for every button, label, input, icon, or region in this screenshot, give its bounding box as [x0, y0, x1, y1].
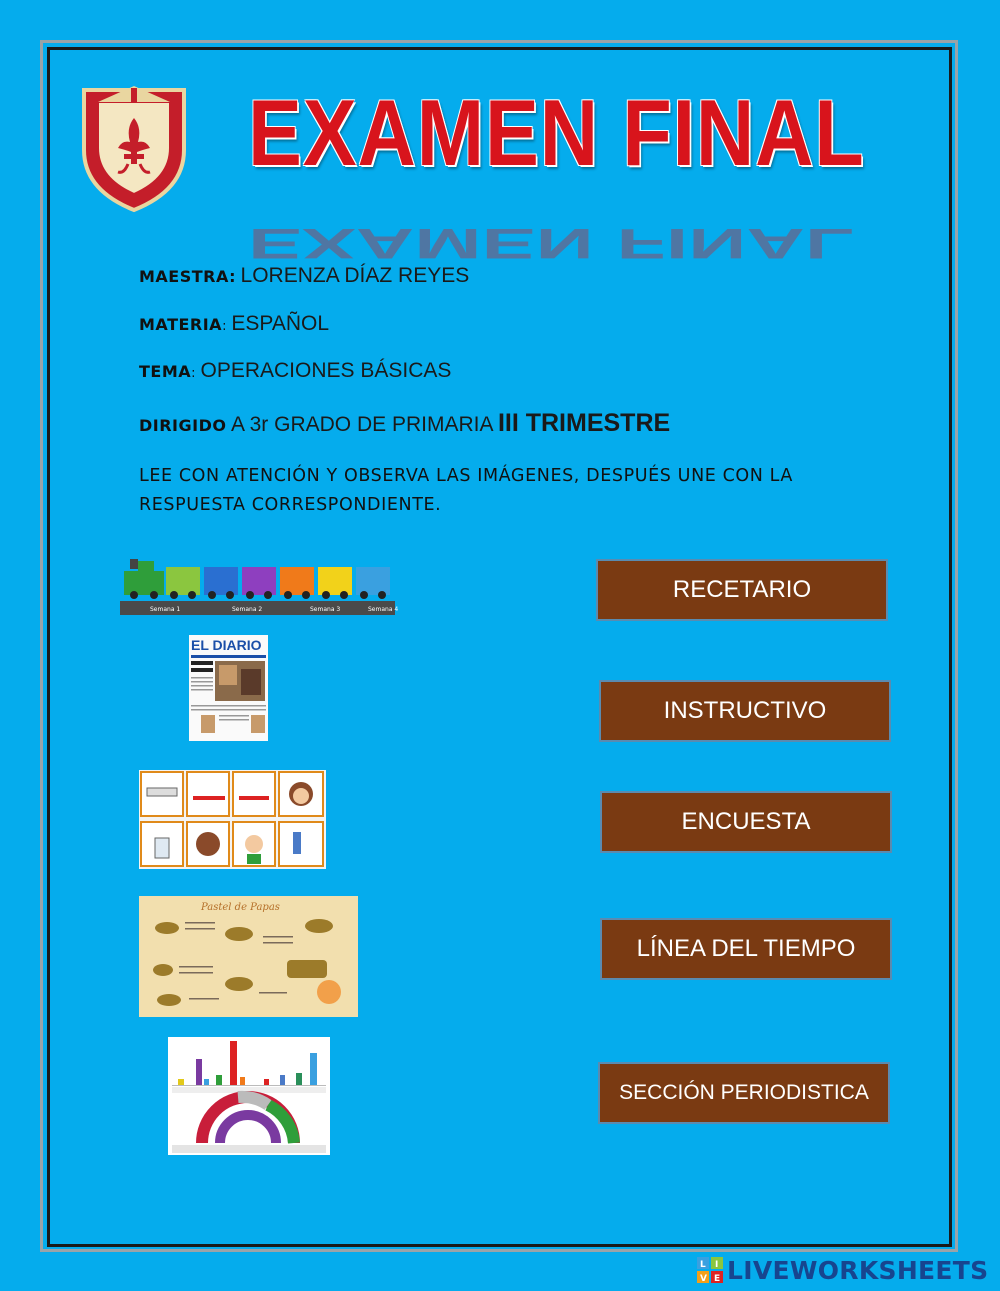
newspaper-image [189, 635, 268, 741]
badge-letter-i: I [715, 1260, 719, 1270]
week-4-label: Semana 4 [368, 606, 399, 613]
answer-box-instructivo[interactable]: INSTRUCTIVO [599, 680, 891, 742]
topic-line [139, 359, 451, 383]
answer-box-recetario[interactable]: RECETARIO [596, 559, 888, 621]
newspaper-drawing [189, 635, 268, 741]
exam-title-reflection: EXAMEN FINAL [248, 219, 855, 268]
liveworksheets-logo [697, 1253, 988, 1287]
week-2-label: Semana 2 [232, 606, 263, 613]
survey-chart-drawing [168, 1037, 330, 1155]
audience-label: DIRIGIDO [139, 416, 227, 435]
train-drawing [120, 557, 399, 619]
answer-box-seccion-periodistica[interactable]: SECCIÓN PERIODISTICA [598, 1062, 890, 1124]
answer-box-encuesta[interactable]: ENCUESTA [600, 791, 892, 853]
pictogram-grid [139, 770, 326, 869]
topic-label: TEMA [139, 362, 192, 381]
survey-chart-image [168, 1037, 330, 1155]
subject-label: MATERIA [139, 315, 223, 334]
week-3-label: Semana 3 [310, 606, 341, 613]
teacher-value: LORENZA DÍAZ REYES [240, 264, 470, 287]
subject-line [139, 312, 329, 336]
badge-letter-l: L [700, 1260, 706, 1270]
term-value: III TRIMESTRE [497, 409, 671, 437]
teacher-label: MAESTRA: [139, 267, 237, 286]
newspaper-name: EL DIARIO [191, 637, 262, 653]
subject-value: ESPAÑOL [231, 312, 330, 335]
answer-box-linea-del-tiempo[interactable]: LÍNEA DEL TIEMPO [600, 918, 892, 980]
liveworksheets-badge-icon [697, 1257, 723, 1283]
teacher-line [139, 264, 469, 288]
badge-letter-e: E [714, 1274, 721, 1284]
recipe-image [139, 896, 358, 1017]
timeline-train-image [120, 557, 399, 619]
instructions-text: LEE CON ATENCIÓN Y OBSERVA LAS IMÁGENES, DESPUÉS UNE CON LA RESPUESTA CORRESPONDIENTE. [139, 466, 793, 515]
exam-title [248, 78, 865, 268]
audience-line [139, 409, 670, 438]
topic-value: OPERACIONES BÁSICAS [200, 359, 452, 382]
subject-sep: : [222, 319, 227, 334]
topic-sep: : [191, 366, 197, 381]
liveworksheets-brand-text: LIVEWORKSHEETS [727, 1255, 989, 1285]
audience-value: A 3r GRADO DE PRIMARIA [230, 413, 494, 436]
recipe-title: Pastel de Papas [201, 902, 280, 913]
exam-title-text: EXAMEN FINAL [248, 80, 865, 185]
toothbrushing-instructions-image [139, 770, 326, 869]
week-1-label: Semana 1 [150, 606, 181, 613]
school-crest-logo [78, 80, 190, 214]
badge-letter-v: V [700, 1274, 707, 1284]
recipe-drawing [139, 896, 358, 1017]
